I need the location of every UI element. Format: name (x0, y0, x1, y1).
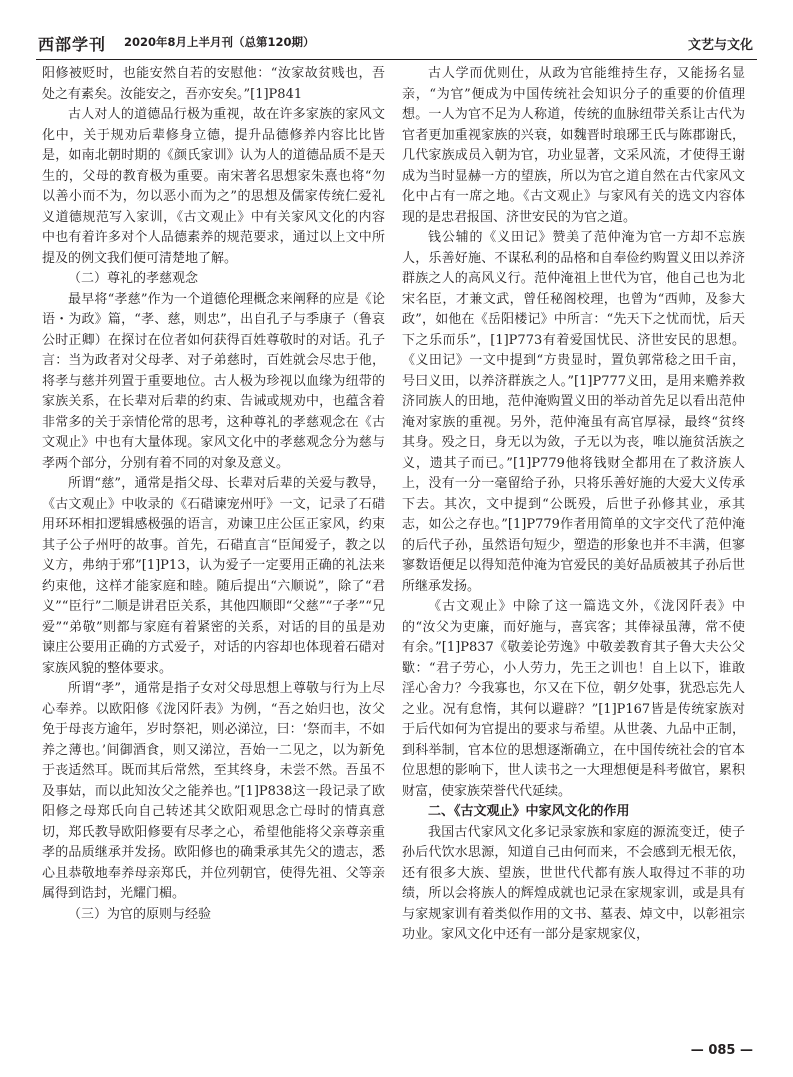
journal-logo: 西部学刊 (38, 35, 107, 54)
page-number: — 085 — (690, 1043, 753, 1058)
paragraph: 《古文观止》中除了这一篇选文外，《泷冈阡表》中的“汝父为吏廉，而好施与，喜宾客；其俸禄虽薄，常不使有余。”[1]P837《敬姜论劳逸》中敬姜教育其子鲁大夫公父歜：“君子劳心，小人劳力，先王之训也！自上以下，谁敢淫心舍力？今我寡也，尔又在下位，朝夕处事，犹恐忘先人之业。况有怠惰，其何以避辟？”[1]P167皆是传统家族对于后代如何为官提出的要求与希望。从世袭、九品中正制，到科举制，官本位的思想逐渐确立，在中国传统社会的官本位思想的影响下，世人读书之一大理想便是科考做官，累积财富，使家族荣誉代代延续。 (402, 599, 745, 799)
paragraph: 古人对人的道德品行极为重视，故在许多家族的家风文化中，关于规劝后辈修身立德，提升品德修养内容比比皆是，如南北朝时期的《颜氏家训》认为人的道德品质不是天生的，父母的教育极为重要。南宋著名思想家朱熹也将“勿以善小而不为，勿以恶小而为之”的思想及儒家传统仁爱礼义道德规范写入家训，《古文观止》中有关家风文化的内容中也有着许多对个人品德素养的规范要求，通过以上文中所提及的例文我们便可清楚地了解。 (42, 107, 385, 266)
section-heading: 二、《古文观止》中家风文化的作用 (428, 804, 630, 819)
paragraph: 阳修被贬时，也能安然自若的安慰他：“汝家故贫贱也，吾处之有素矣。汝能安之，吾亦安矣。”[1]P841 (42, 66, 385, 102)
section-title: 文艺与文化 (687, 38, 753, 53)
header-rule (36, 59, 757, 60)
paragraph: 所谓“慈”，通常是指父母、长辈对后辈的关爱与教导，《古文观止》中收录的《石碏谏宠州吁》一文，记录了石碏用环环相扣逻辑感极强的语言，劝谏卫庄公匡正家风，约束其子公子州吁的故事。首先，石碏直言“臣闻爱子，教之以义方，弗纳于邪”[1]P13，认为爱子一定要用正确的礼法来约束他，这样才能家庭和睦。随后提出“六顺说”，除了“君义”“臣行”二顺是讲君臣关系，其他四顺即“父慈”“子孝”“兄爱”“弟敬”则都与家庭有着紧密的关系，对话的目的虽是劝谏庄公要用正确的方式爱子，对话的内容却也体现着石碏对家族风貌的整体要求。 (42, 476, 385, 676)
paragraph: 最早将“孝慈”作为一个道德伦理概念来阐释的应是《论语・为政》篇，“孝、慈，则忠”，出自孔子与季康子（鲁哀公时正卿）在探讨在位者如何获得百姓尊敬时的对话。孔子言：当为政者对父母孝、对子弟慈时，百姓就会尽忠于他，将孝与慈并列置于重要地位。古人极为珍视以血缘为纽带的家族关系，在长辈对后辈的约束、告诫或规劝中，也蕴含着非常多的关于亲情伦常的思考，这种尊礼的孝慈观念在《古文观止》中也有大量体现。家风文化中的孝慈观念分为慈与孝两个部分，分别有着不同的对象及意义。 (42, 291, 385, 471)
subsection-heading: （三）为官的原则与经验 (68, 906, 212, 922)
left-column (42, 64, 385, 925)
right-column (402, 64, 745, 946)
issue-info: 2020年8月上半月刊（总第120期） (124, 35, 315, 49)
paragraph: 所谓“孝”，通常是指子女对父母思想上尊敬与行为上尽心奉养。以欧阳修《泷冈阡表》为例，“吾之始归也，汝父免于母丧方逾年，岁时祭祀，则必涕泣，曰：‘祭而丰，不如养之薄也。’间御酒食，则又涕泣，吾始一二见之，以为新免于丧适然耳。既而其后常然，至其终身，未尝不然。吾虽不及事姑，而以此知汝父之能养也。”[1]P838这一段记录了欧阳修之母郑氏向自己转述其父欧阳观思念亡母时的情真意切，郑氏教导欧阳修要有尽孝之心，希望他能将父亲尊亲重孝的品质继承并发扬。欧阳修也的确秉承其先父的遗志，悉心且恭敬地奉养母亲郑氏，并位列朝官，使得先祖、父等亲属得到诰封，光耀门楣。 (42, 681, 385, 901)
paragraph: 我国古代家风文化多记录家族和家庭的源流变迁，使子孙后代饮水思源，知道自己由何而来，不会感到无根无依，还有很多大族、望族，世世代代都有族人取得过不菲的功绩，所以会将族人的辉煌成就也记录在家规家训，或是具有与家规家训有着类似作用的文书、墓表、焯文中，以彰祖宗功业。家风文化中还有一部分是家规家仪， (402, 824, 745, 942)
subsection-heading: （二）尊礼的孝慈观念 (68, 271, 199, 286)
page-header (36, 32, 757, 52)
paragraph: 古人学而优则仕，从政为官能维持生存，又能扬名显亲，“为官”便成为中国传统社会知识分子的重要的价值理想。一人为官不足为人称道，传统的血脉纽带关系让古代为官者更加重视家族的兴衰，如魏晋时琅琊王氏与陈郡谢氏，几代家族成员入朝为官，功业显著，文采风流，才使得王谢成为当时显赫一方的望族，所以为官之道自然在古代家风文化中占有一席之地。《古文观止》与家风有关的选文内容体现的是忠君报国、济世安民的为官之道。 (402, 66, 745, 225)
paragraph: 钱公辅的《义田记》赞美了范仲淹为官一方却不忘族人，乐善好施、不谋私利的品格和自奉俭约购置义田以养济群族之人的高风义行。范仲淹祖上世代为官，他自己也为北宋名臣，才兼文武，曾任秘阁校理，也曾为“西帅，及参大政”，如他在《岳阳楼记》中所言：“先天下之忧而忧，后天下之乐而乐”，[1]P773有着爱国忧民、济世安民的思想。《义田记》一文中提到“方贵显时，置负郭常稔之田千亩，号曰义田，以养济群族之人。”[1]P777义田，是用来赡养救济同族人的田地，范仲淹购置义田的举动首先足以看出范仲淹对家族的重视。另外，范仲淹虽有高官厚禄，最终“贫终其身。殁之日，身无以为敛，子无以为丧，唯以施贫活族之义，遗其子而已。”[1]P779他将钱财全都用在了救济族人上，没有一分一毫留给子孙，只将乐善好施的大爱大义传承下去。其次，文中提到“公既殁，后世子孙修其业，承其志，如公之存也。”[1]P779作者用简单的文字交代了范仲淹的后代子孙，虽然语句短少，塑造的形象也并不丰满，但寥寥数语便足以得知范仲淹为官爱民的美好品质被其子孙后世所继承发扬。 (402, 230, 745, 594)
